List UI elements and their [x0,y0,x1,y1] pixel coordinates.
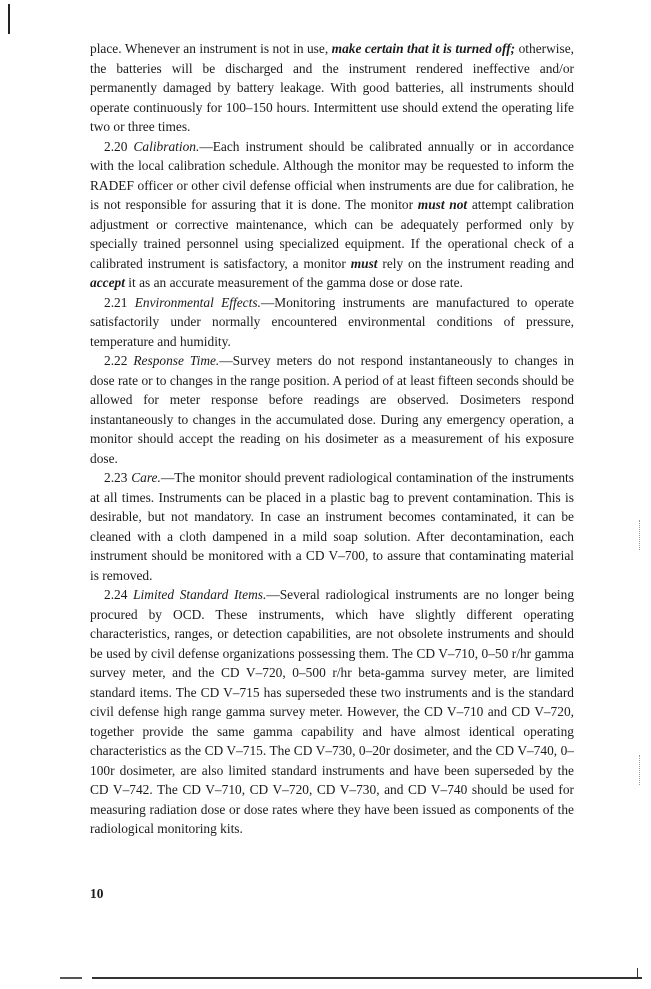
bottom-edge-tick [637,968,638,978]
paragraph-2-24-limited-standard-items: 2.24 Limited Standard Items.—Several radiological instruments are no longer being procured by OCD. These instruments, which have slightly different operating characteristics, ranges, or detection capabilities, are not obsolete instruments and should be used by civil defense organizations possessing them. The CD V–710, 0–50 r/hr gamma survey meter, and the CD V–720, 0–500 r/hr beta-gamma survey meter, are limited standard items. The CD V–715 has superseded these two instruments and is the standard civil defense high range gamma survey meter. However, the CD V–710 and CD V–720, together provide the same gamma capability and have almost identical operating characteristics as the CD V–715. The CD V–730, 0–20r dosimeter, and the CD V–740, 0–100r dosimeter, are also limited standard instruments and have been superseded by the CD V–742. The CD V–710, CD V–720, CD V–730, and CD V–740 should be used for measuring radiation dose or dose rates where they have been issued as components of the radiological monitoring kits. [90,587,575,836]
scan-corner-mark [8,4,10,34]
paragraph-2-22-response-time: 2.22 Response Time.—Survey meters do not respond instantaneously to changes in dose rate or to changes in the range position. A period of at least fifteen seconds should be allowed for meter response before readings are observed. Dosimeters respond instantaneously to changes in the accumulated dose. During any emergency operation, a monitor should accept the reading on his dosimeter as a measurement of his exposure dose. [90,353,574,466]
bottom-edge-rule [92,977,642,979]
section-heading: Limited Standard Items. [133,587,267,602]
section-heading: Environmental Effects. [134,294,261,310]
paragraph-2-21-environmental-effects: 2.21 Environmental Effects.—Monitoring instruments are manufactured to operate satisfactorily under normally encountered environmental conditions of pressure, temperature and humidity. [90,294,574,349]
section-heading: Calibration. [133,138,200,154]
section-number: 2.21 [104,294,135,310]
section-heading: Response Time. [133,353,220,368]
paragraph-continuation: place. Whenever an instrument is not in use, make certain that it is turned off; otherwise, the batteries will be discharged and the instrument rendered ineffective and/or permanently damaged by battery leakage. With good batteries, all instruments should operate continuously for 100–150 hours. Intermittent use should extend the operating life two or three times. [90,41,574,134]
body-text [90,39,574,839]
paragraph-2-23-care: 2.23 Care.—The monitor should prevent radiological contamination of the instruments at all times. Instruments can be placed in a plastic bag to prevent contamination. This is desirable, but not mandatory. In case an instrument becomes contaminated, it can be cleaned with a cloth dampened in a mild soap solution. After decontamination, each instrument should be monitored with a CD V–700, to assure that contaminating material is removed. [90,470,574,583]
section-number: 2.22 [104,353,134,368]
paragraph-2-20-calibration: 2.20 Calibration.—Each instrument should be calibrated annually or in accordance with the local calibration schedule. Although the monitor may be requested to inform the RADEF officer or other civil defense official when instruments are due for calibration, he is not responsible for assuring that it is done. The monitor must not attempt calibration adjustment or corrective maintenance, which can be adequately performed only by specially trained personnel using specialized equipment. If the operational check of a calibrated instrument is satisfactory, a monitor must rely on the instrument reading and accept it as an accurate measurement of the gamma dose or dose rate. [90,138,575,290]
margin-speckle [639,755,641,785]
margin-speckle [639,520,641,550]
section-number: 2.24 [104,587,134,602]
page-number: 10 [90,886,104,901]
emphasis-accept: accept [90,275,125,290]
section-number: 2.23 [104,470,132,485]
bottom-edge-dash [60,977,82,979]
section-heading: Care. [131,470,161,485]
emphasis-turned-off: make certain that it is turned off; [331,41,516,56]
section-number: 2.20 [104,138,134,154]
emphasis-must-not: must not [417,197,468,212]
emphasis-must: must [350,255,378,271]
